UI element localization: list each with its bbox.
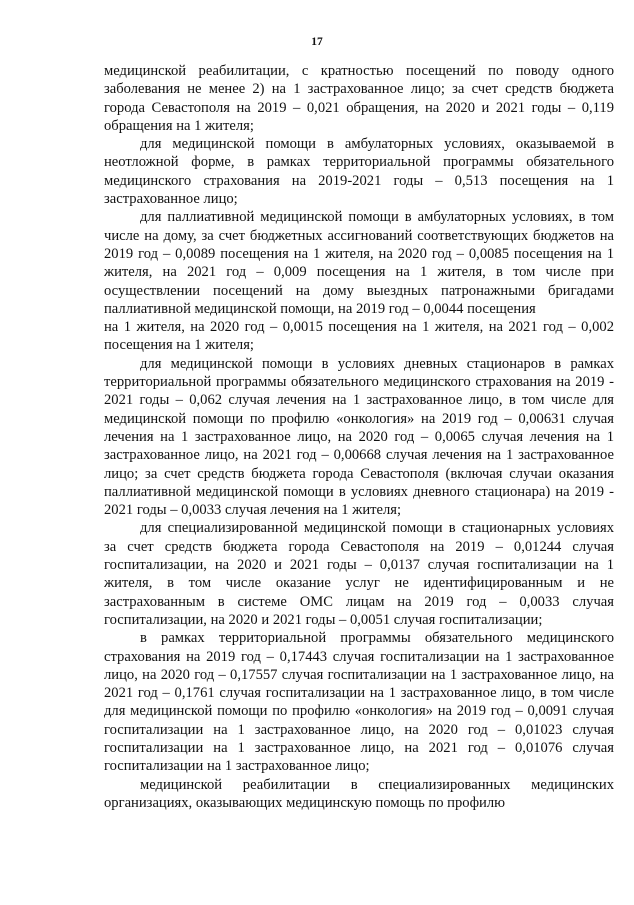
paragraph-palliative-ambulatory: для паллиативной медицинской помощи в амбулаторных условиях, в том числе на дому, за счет бюджетных ассигнований соответствующих бюджетов на 2019 год – 0,0089 посещения на 1 жителя, на 2020 год – 0,0085 посещения на 1 жителя, на 2021 год – 0,009 посещения на 1 жителя, в том числе при осуществлении посещений на дому выездных патронажными бригадами паллиативной медицинской помощи, на 2019 год – 0,0044 посещения [104, 209, 614, 317]
document-body [104, 62, 614, 812]
paragraph-urgent-ambulatory: для медицинской помощи в амбулаторных условиях, оказываемой в неотложной форме, в рамках территориальной программы обязательного медицинского страхования на 2019-2021 годы – 0,513 посещения на 1 застрахованное лицо; [104, 136, 614, 208]
paragraph-rehabilitation-visits: медицинской реабилитации, с кратностью посещений по поводу одного заболевания не менее 2) на 1 застрахованное лицо; за счет средств бюджета города Севастополя на 2019 – 0,021 обращения, на 2020 и 2021 годы – 0,119 обращения на 1 жителя; [104, 63, 614, 134]
paragraph-specialized-inpatient: для специализированной медицинской помощи в стационарных условиях за счет средств бюджета города Севастополя на 2019 – 0,01244 случая госпитализации, на 2020 и 2021 годы – 0,0137 случая госпитализации на 1 жителя, в том числе оказание услуг не идентифицированным и не застрахованным в системе ОМС лицам на 2019 год – 0,0033 случая госпитализации, на 2020 и 2021 годы – 0,0051 случая госпитализации; [104, 520, 614, 628]
page-number: 17 [311, 36, 323, 48]
paragraph-palliative-continuation: на 1 жителя, на 2020 год – 0,0015 посещения на 1 жителя, на 2021 год – 0,002 посещения на 1 жителя; [104, 319, 614, 354]
paragraph-rehabilitation-specialized: медицинской реабилитации в специализированных медицинских организациях, оказывающих медицинскую помощь по профилю [104, 776, 614, 811]
paragraph-oms-hospitalization: в рамках территориальной программы обязательного медицинского страхования на 2019 год – 0,17443 случая госпитализации на 1 застрахованное лицо, на 2020 год – 0,17557 случая госпитализации на 1 застрахованное лицо, на 2021 год – 0,1761 случая госпитализации на 1 застрахованное лицо, в том числе для медицинской помощи по профилю «онкология» на 2019 год – 0,0091 случая госпитализации на 1 застрахованное лицо, на 2020 год – 0,01023 случая госпитализации на 1 застрахованное лицо, на 2021 год – 0,01076 случая госпитализации на 1 застрахованное лицо; [104, 630, 614, 775]
paragraph-day-hospital: для медицинской помощи в условиях дневных стационаров в рамках территориальной программы обязательного медицинского страхования на 2019 - 2021 годы – 0,062 случая лечения на 1 застрахованное лицо, в том числе для медицинской помощи по профилю «онкология» на 2019 год – 0,00631 случая лечения на 1 застрахованное лицо, на 2020 год – 0,0065 случая лечения на 1 застрахованное лицо, на 2021 год – 0,00668 случая лечения на 1 застрахованное лицо; за счет средств бюджета города Севастополя (включая случаи оказания паллиативной медицинской помощи в условиях дневного стационара) на 2019 - 2021 годы – 0,0033 случая лечения на 1 жителя; [104, 355, 614, 519]
